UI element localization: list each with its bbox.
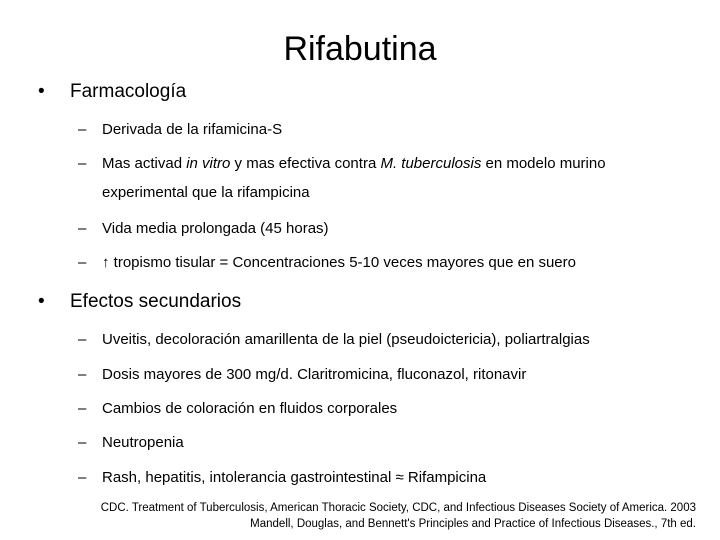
dash-icon: – bbox=[78, 254, 87, 271]
list-item bbox=[78, 219, 700, 239]
list-item-text-post: en modelo murino bbox=[481, 155, 606, 172]
section-heading-label: Efectos secundarios bbox=[70, 291, 242, 312]
list-item bbox=[78, 120, 700, 140]
reference-line: Mandell, Douglas, and Bennett's Principles and Practice of Infectious Diseases., 7th ed. bbox=[250, 518, 696, 530]
dash-icon: – bbox=[78, 400, 87, 417]
list-item-text-italic: M. tuberculosis bbox=[380, 155, 482, 172]
list-item-text-pre: Mas activad bbox=[102, 155, 187, 172]
bullet-icon: • bbox=[38, 81, 45, 102]
list-item-text: Derivada de la rifamicina-S bbox=[102, 121, 283, 138]
reference-line: CDC. Treatment of Tuberculosis, American Thoracic Society, CDC, and Infectious Diseases Society of America. 2003 bbox=[100, 502, 696, 514]
slide-title: Rifabutina bbox=[283, 30, 437, 68]
list-item-text-italic: in vitro bbox=[186, 155, 231, 172]
bullet-icon: • bbox=[38, 291, 45, 312]
list-item bbox=[78, 399, 700, 419]
list-item-text: Cambios de coloración en fluidos corporales bbox=[102, 400, 398, 417]
list-item bbox=[78, 468, 700, 488]
list-item bbox=[78, 365, 700, 385]
dash-icon: – bbox=[78, 155, 87, 172]
list-item-text: Uveitis, decoloración amarillenta de la piel (pseudoictericia), poliartralgias bbox=[102, 331, 590, 348]
list-item-text: Neutropenia bbox=[102, 434, 184, 451]
dash-icon: – bbox=[78, 121, 87, 138]
section-heading-label: Farmacología bbox=[70, 81, 187, 102]
dash-icon: – bbox=[78, 331, 87, 348]
section-heading-efectos bbox=[38, 289, 700, 315]
list-item bbox=[78, 433, 700, 453]
list-item-text: ↑ tropismo tisular = Concentraciones 5-10 veces mayores que en suero bbox=[102, 254, 576, 271]
dash-icon: – bbox=[78, 366, 87, 383]
dash-icon: – bbox=[78, 220, 87, 237]
list-item-text-mid: y mas efectiva contra bbox=[230, 155, 381, 172]
section-heading-farmacologia bbox=[38, 79, 700, 105]
references bbox=[101, 500, 696, 532]
list-item bbox=[78, 253, 700, 273]
list-item-text: Dosis mayores de 300 mg/d. Claritromicina, fluconazol, ritonavir bbox=[102, 366, 527, 383]
list-item-text: Vida media prolongada (45 horas) bbox=[102, 220, 329, 237]
list-item-continuation: experimental que la rifampicina bbox=[102, 184, 310, 201]
list-item-text: Rash, hepatitis, intolerancia gastrointestinal ≈ Rifampicina bbox=[102, 469, 487, 486]
dash-icon: – bbox=[78, 469, 87, 486]
dash-icon: – bbox=[78, 434, 87, 451]
list-item bbox=[78, 330, 700, 350]
list-item bbox=[78, 154, 700, 174]
